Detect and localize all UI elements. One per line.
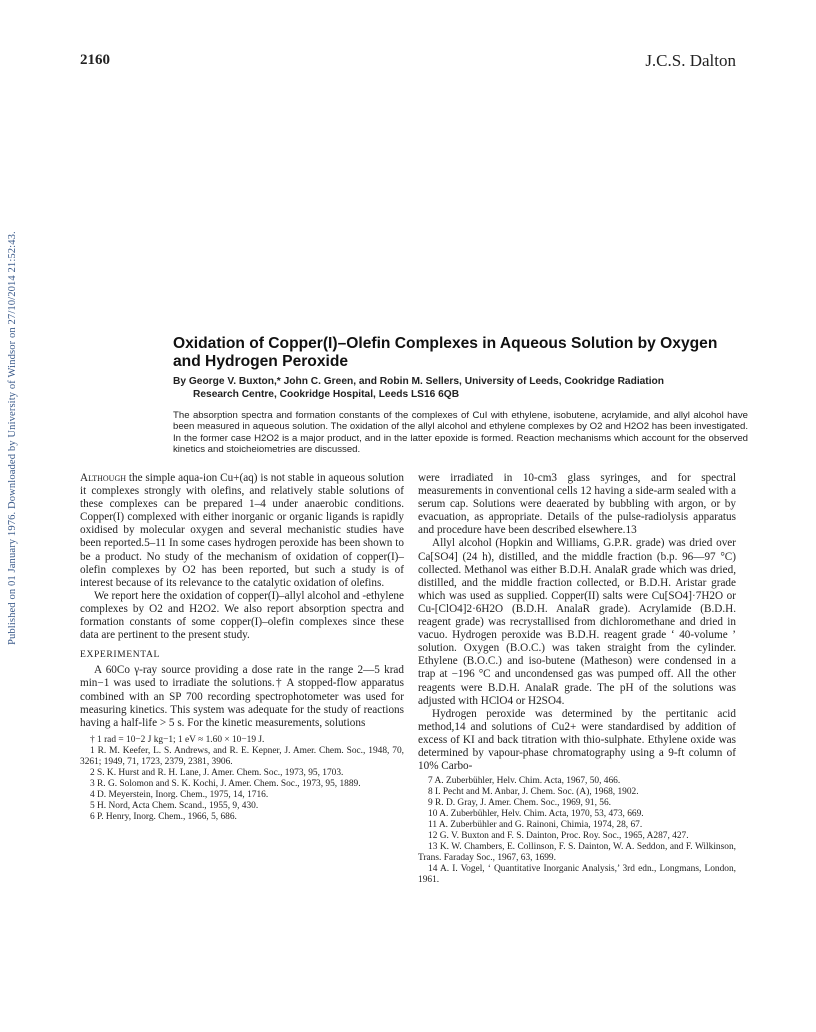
footnotes-left xyxy=(80,735,404,823)
body-paragraph: We report here the oxidation of copper(I)–allyl alcohol and -ethylene complexes by O2 and H2O2. We also report absorption spectra and formation constants of some copper(I)–olefin complexes since these data are pertinent to the present study. xyxy=(80,589,404,642)
footnote: 10 A. Zuberbühler, Helv. Chim. Acta, 1970, 53, 473, 669. xyxy=(428,809,644,820)
download-watermark: Published on 01 January 1976. Downloaded by University of Windsor on 27/10/2014 21:52:43. xyxy=(7,231,18,645)
author-block xyxy=(173,376,748,401)
footnote: 7 A. Zuberbühler, Helv. Chim. Acta, 1967, 50, 466. xyxy=(428,776,621,787)
body-paragraph: were irradiated in 10-cm3 glass syringes, and for spectral measurements in conventional cells 12 having a side-arm sealed with a serum cap. Solutions were deaerated by bubbling with argon, or by evacuation, as appropriate. Details of the pulse-radiolysis apparatus and procedure have been described elsewhere.13 xyxy=(418,472,736,537)
footnote: 13 K. W. Chambers, E. Collinson, F. S. Dainton, W. A. Seddon, and F. Wilkinson, Trans. Faraday Soc., 1967, 63, 1699. xyxy=(418,842,736,864)
footnote: 1 R. M. Keefer, L. S. Andrews, and R. E. Kepner, J. Amer. Chem. Soc., 1948, 70, 3261; 1949, 71, 1723, 2379, 2381, 3906. xyxy=(80,745,404,767)
body-paragraph: A 60Co γ-ray source providing a dose rate in the range 2—5 krad min−1 was used to irradiate the solutions.† A stopped-flow apparatus combined with an SP 700 recording spectrophotometer was used for measuring kinetics. This system was adequate for the study of reactions having a half-life > 5 s. For the kinetic measurements, solutions xyxy=(80,664,404,729)
section-heading: EXPERIMENTAL xyxy=(80,649,160,661)
intro-text: the simple aqua-ion Cu+(aq) is not stable in aqueous solution it complexes strongly with olefins, and relatively stable solutions of these complexes can be prepared 1–4 under anaerobic conditions. Copper(I) complexed with either inorganic or organic ligands is rapidly oxidised by molecular oxygen and several mechanistic studies have been reported.5–11 In some cases hydrogen peroxide has been shown to be a product. No study of the mechanism of oxidation of copper(I)–olefin complexes by O2 has been reported, but such a study is of interest because of its relevance to the catalytic oxidation of olefins. xyxy=(80,472,404,589)
left-column xyxy=(80,472,404,823)
footnote: 2 S. K. Hurst and R. H. Lane, J. Amer. Chem. Soc., 1973, 95, 1703. xyxy=(90,767,344,778)
authors-line: By George V. Buxton,* John C. Green, and Robin M. Sellers, University of Leeds, Cookridge Radiation xyxy=(173,376,664,387)
lead-word: Although xyxy=(80,472,127,484)
affiliation-line: Research Centre, Cookridge Hospital, Leeds LS16 6QB xyxy=(193,388,460,400)
footnote: 3 R. G. Solomon and S. K. Kochi, J. Amer. Chem. Soc., 1973, 95, 1889. xyxy=(90,778,361,789)
body-paragraph: Allyl alcohol (Hopkin and Williams, G.P.R. grade) was dried over Ca[SO4] (24 h), distilled, and the middle fraction (b.p. 96—97 °C) collected. Methanol was either B.D.H. AnalaR grade which was dried, distilled, and the middle fraction collected, or B.D.H. Aristar grade which was used as supplied. Copper(II) salts were Cu[SO4]·7H2O or Cu-[ClO4]2·6H2O (B.D.H. AnalaR grade). Acrylamide (B.D.H. reagent grade) was recrystallised from dichloromethane and dried in vacuo. Hydrogen peroxide was B.D.H. reagent grade ‘ 40-volume ’ solution. Oxygen (B.O.C.) was taken straight from the cylinder. Ethylene (B.O.C.) and iso-butene (Matheson) were condensed in a trap at −196 °C and uncondensed gas was pumped off. All the other reagents were B.D.H. AnalaR grade. The pH of the solutions was adjusted with HClO4 or H2SO4. xyxy=(418,537,736,707)
footnote: 5 H. Nord, Acta Chem. Scand., 1955, 9, 430. xyxy=(90,800,259,811)
footnote: 6 P. Henry, Inorg. Chem., 1966, 5, 686. xyxy=(90,811,237,822)
footnote: 14 A. I. Vogel, ‘ Quantitative Inorganic Analysis,’ 3rd edn., Longmans, London, 1961. xyxy=(418,864,736,886)
article-title: Oxidation of Copper(I)–Olefin Complexes in Aqueous Solution by Oxygen and Hydrogen Peroxide xyxy=(173,335,718,370)
footnote: 8 I. Pecht and M. Anbar, J. Chem. Soc. (A), 1968, 1902. xyxy=(428,787,639,798)
intro-paragraph xyxy=(80,472,404,590)
right-column xyxy=(418,472,736,886)
footnote: 11 A. Zuberbühler and G. Rainoni, Chimia, 1974, 28, 67. xyxy=(428,820,643,831)
footnote: 4 D. Meyerstein, Inorg. Chem., 1975, 14, 1716. xyxy=(90,789,269,800)
body-paragraph: Hydrogen peroxide was determined by the pertitanic acid method,14 and solutions of Cu2+ were standardised by addition of excess of KI and back titration with thio-sulphate. Ethylene oxide was determined by vapour-phase chromatography using a 9-ft column of 10% Carbo- xyxy=(418,707,736,773)
footnotes-right xyxy=(418,776,736,886)
footnote: † 1 rad = 10−2 J kg−1; 1 eV ≈ 1.60 × 10−19 J. xyxy=(90,734,265,745)
footnote: 12 G. V. Buxton and F. S. Dainton, Proc. Roy. Soc., 1965, A287, 427. xyxy=(428,831,689,842)
page-number: 2160 xyxy=(80,52,110,68)
journal-name: J.C.S. Dalton xyxy=(645,51,736,70)
abstract: The absorption spectra and formation constants of the complexes of CuI with ethylene, isobutene, acrylamide, and allyl alcohol have been measured in aqueous solution. The oxidation of the allyl alcohol and ethylene complexes by O2 and H2O2 has been investigated. In the former case H2O2 is a major product, and in the latter epoxide is formed. Reaction mechanisms which account for the observed kinetics and stoicheiometries are discussed. xyxy=(173,410,748,455)
footnote: 9 R. D. Gray, J. Amer. Chem. Soc., 1969, 91, 56. xyxy=(428,798,611,809)
